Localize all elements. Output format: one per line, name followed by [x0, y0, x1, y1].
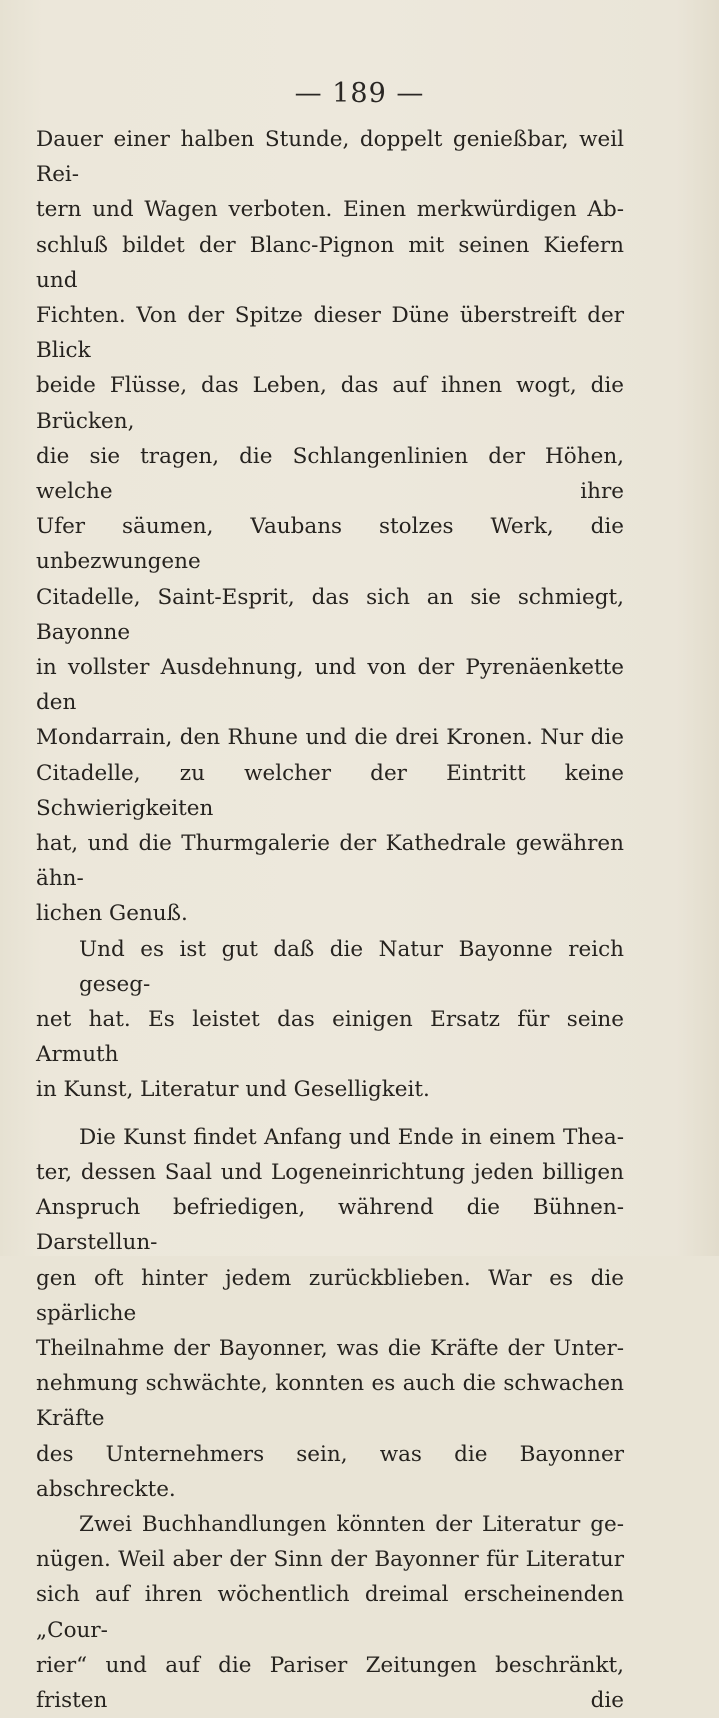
text-line: Citadelle, Saint-Esprit, das sich an sie schmiegt, Bayonne	[36, 584, 624, 645]
text-line: Die Kunst findet Anfang und Ende in einem Thea-	[79, 1124, 624, 1150]
text-line: Citadelle, zu welcher der Eintritt keine Schwierigkeiten	[36, 760, 624, 821]
text-line: Anspruch befriedigen, während die Bühnen-Darstellun-	[36, 1195, 624, 1256]
text-line: Theilnahme der Bayonner, was die Kräfte der Unter-	[36, 1335, 624, 1361]
text-line: ter, dessen Saal und Logeneinrichtung jeden billigen	[36, 1159, 624, 1185]
paragraph-4	[36, 1507, 624, 1718]
text-line: die sie tragen, die Schlangenlinien der Höhen, welche ihre	[36, 443, 624, 505]
body-text	[36, 122, 624, 1718]
text-line: sich auf ihren wöchentlich dreimal erscheinenden „Cour-	[36, 1582, 624, 1643]
paragraph-2	[36, 932, 624, 1108]
text-line: in vollster Ausdehnung, und von der Pyrenäenkette den	[36, 655, 624, 716]
text-line: Ufer säumen, Vaubans stolzes Werk, die unbezwungene	[36, 514, 624, 575]
text-line: Und es ist gut daß die Natur Bayonne reich geseg-	[79, 936, 624, 997]
text-line: schluß bildet der Blanc-Pignon mit seinen Kiefern und	[36, 232, 624, 293]
paragraph-1	[36, 122, 624, 932]
paragraph-3	[36, 1120, 624, 1507]
text-line: net hat. Es leistet das einigen Ersatz für seine Armuth	[36, 1007, 624, 1068]
text-line: gen oft hinter jedem zurückblieben. War es die spärliche	[36, 1265, 624, 1326]
text-line: in Kunst, Literatur und Geselligkeit.	[36, 1077, 430, 1103]
text-line: Fichten. Von der Spitze dieser Düne überstreift der Blick	[36, 303, 624, 364]
text-line: tern und Wagen verboten. Einen merkwürdigen Ab-	[36, 197, 624, 223]
text-line: nügen. Weil aber der Sinn der Bayonner für Literatur	[36, 1547, 624, 1573]
text-line: hat, und die Thurmgalerie der Kathedrale gewähren ähn-	[36, 831, 624, 892]
text-line: Zwei Buchhandlungen könnten der Literatur ge-	[79, 1511, 624, 1537]
text-line: lichen Genuß.	[36, 901, 188, 927]
text-line: Dauer einer halben Stunde, doppelt genießbar, weil Rei-	[36, 127, 624, 188]
text-line: beide Flüsse, das Leben, das auf ihnen wogt, die Brücken,	[36, 373, 624, 434]
page-number: — 189 —	[294, 78, 425, 109]
text-line: nehmung schwächte, konnten es auch die schwachen Kräfte	[36, 1371, 624, 1432]
text-line: Mondarrain, den Rhune und die drei Kronen. Nur die	[36, 725, 624, 751]
text-line: rier“ und auf die Pariser Zeitungen beschränkt, fristen die	[36, 1652, 624, 1713]
text-line: des Unternehmers sein, was die Bayonner abschreckte.	[36, 1441, 624, 1502]
